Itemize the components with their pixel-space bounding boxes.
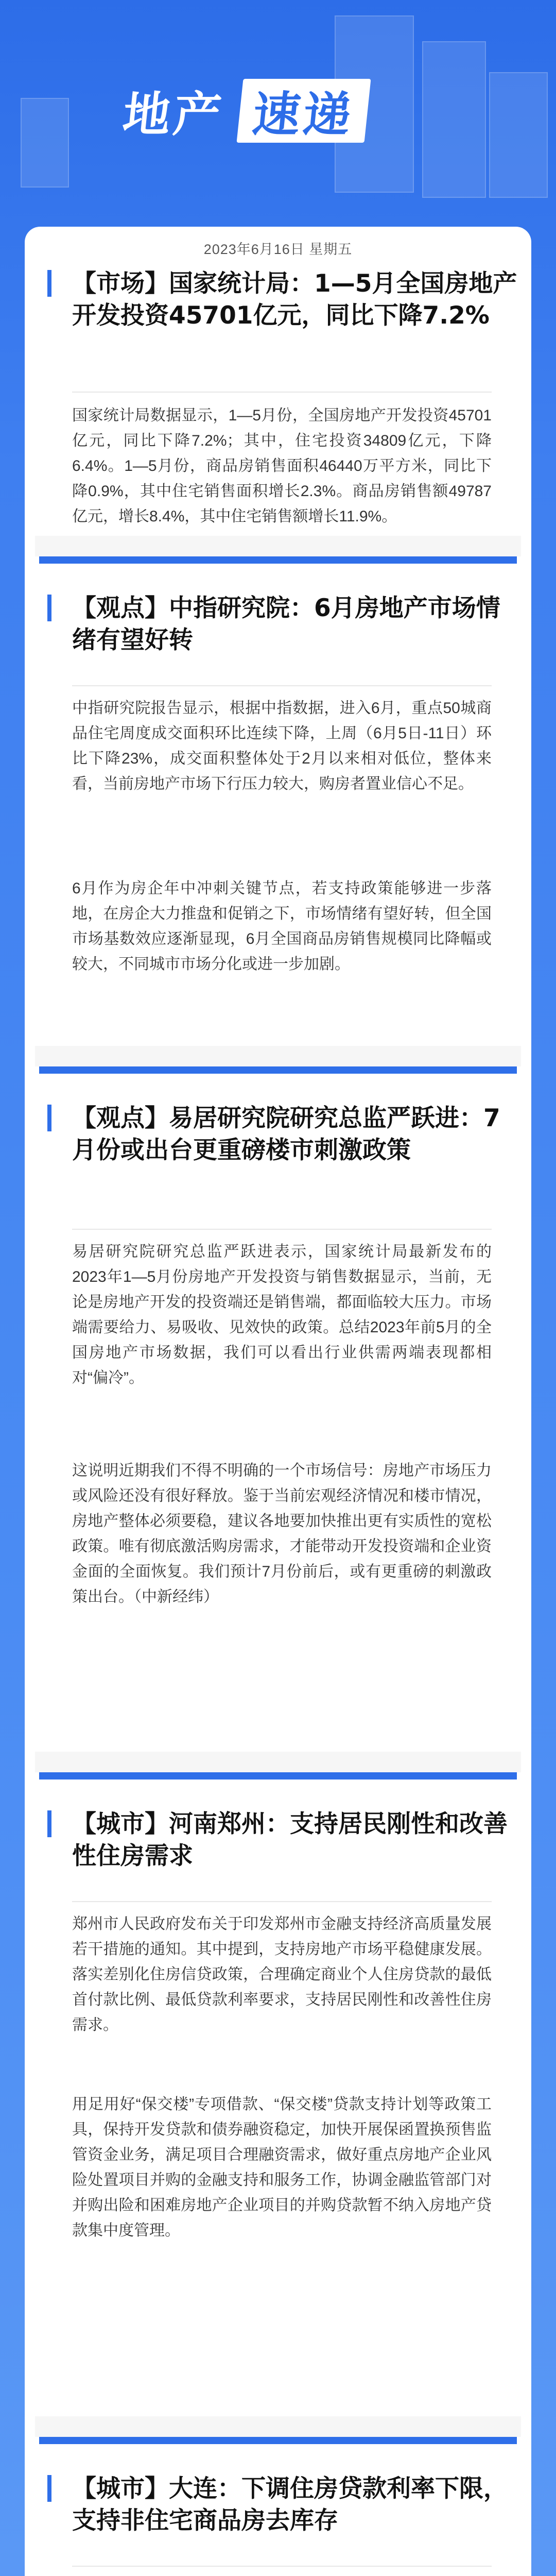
news-title (72, 592, 521, 656)
news-paragraph: 国家统计局数据显示，1—5月份，全国房地产开发投资45701亿元，同比下降7.2%；其中，住宅投资34809亿元，下降6.4%。1—5月份，商品房销售面积46440万平方米，同比下降0.9%，其中住宅销售面积增长2.3%。商品房销售额49787亿元，增长8.4%，其中住宅销售额增长11.9%。 (72, 407, 492, 525)
news-paragraph: 易居研究院研究总监严跃进表示，国家统计局最新发布的2023年1—5月份房地产开发投资与销售数据显示，当前，无论是房地产开发的投资端还是销售端，都面临较大压力。市场端需要给力、易吸收、见效快的政策。总结2023年前5月的全国房地产市场数据，我们可以看出行业供需两端表现都相对“偏冷”。 (72, 1243, 492, 1386)
news-title (72, 1103, 521, 1166)
news-title-text: 【观点】易居研究院研究总监严跃进：7月份或出台更重磅楼市刺激政策 (72, 1104, 500, 1164)
news-title (72, 1808, 521, 1872)
news-title-text: 【市场】国家统计局：1—5月全国房地产开发投资45701亿元，同比下降7.2% (72, 269, 517, 330)
title-accent-bar (47, 1105, 51, 1131)
news-paragraph: 6月作为房企年中冲刺关键节点，若支持政策能够进一步落地，在房企大力推盘和促销之下，市场情绪有望好转，但全国市场基数效应逐渐显现，6月全国商品房销售规模同比降幅或较大，不同城市市场分化或进一步加剧。 (72, 880, 492, 973)
section-separator (35, 536, 521, 556)
section-separator (35, 1046, 521, 1066)
building-decoration (422, 41, 486, 198)
section-divider (39, 1772, 517, 1802)
news-paragraph: 郑州市人民政府发布关于印发郑州市金融支持经济高质量发展若干措施的通知。其中提到，支持房地产市场平稳健康发展。落实差别化住房信贷政策，合理确定商业个人住房贷款的最低首付款比例、最低贷款利率要求，支持居民刚性和改善性住房需求。 (72, 1916, 492, 2033)
news-title-text: 【观点】中指研究院：6月房地产市场情绪有望好转 (72, 594, 500, 654)
divider (72, 2566, 492, 2567)
building-decoration (489, 72, 548, 198)
title-part-2: 速递 (236, 79, 371, 143)
header-banner (0, 0, 556, 237)
section-divider (39, 1066, 517, 1096)
news-paragraph: 中指研究院报告显示，根据中指数据，进入6月，重点50城商品住宅周度成交面积环比连续下降，上周（6月5日-11日）环比下降23%，成交面积整体处于2月以来相对低位，整体来看，当前房地产市场下行压力较大，购房者置业信心不足。 (72, 700, 492, 792)
page-title (120, 77, 368, 144)
news-title-text: 【城市】河南郑州：支持居民刚性和改善性住房需求 (72, 1810, 508, 1870)
news-paragraph: 这说明近期我们不得不明确的一个市场信号：房地产市场压力或风险还没有很好释放。鉴于当前宏观经济情况和楼市情况，房地产整体必须要稳，建议各地要加快推出更有实质性的宽松政策。唯有彻底激活购房需求，才能带动开发投资端和企业资金面的全面恢复。我们预计7月份前后，或有更重磅的刺激政策出台。（中新经纬） (72, 1462, 492, 1605)
section-divider (39, 556, 517, 586)
title-part-1: 地产 (120, 87, 227, 142)
news-paragraph: 用足用好“保交楼”专项借款、“保交楼”贷款支持计划等政策工具，保持开发贷款和债券融资稳定，加快开展保函置换预售监管资金业务，满足项目合理融资需求，做好重点房地产企业风险处置项目并购的金融支持和服务工作，协调金融监管部门对并购出险和困难房地产企业项目的并购贷款暂不纳入房地产贷款集中度管理。 (72, 2096, 492, 2239)
news-item (35, 268, 521, 525)
publish-date: 2023年6月16日 星期五 (203, 242, 353, 257)
title-accent-bar (47, 2475, 51, 2502)
title-accent-bar (47, 595, 51, 621)
news-title (72, 268, 521, 332)
divider (72, 1229, 492, 1230)
divider (72, 685, 492, 686)
divider (72, 1901, 492, 1902)
news-panel (25, 227, 531, 2576)
section-divider (39, 2437, 517, 2467)
section-separator (35, 1752, 521, 1772)
title-accent-bar (47, 1810, 51, 1837)
news-title (72, 2473, 521, 2537)
section-separator (35, 2416, 521, 2437)
building-decoration (21, 98, 69, 188)
divider (72, 392, 492, 393)
news-title-text: 【城市】大连：下调住房贷款利率下限，支持非住宅商品房去库存 (72, 2475, 508, 2535)
title-accent-bar (47, 270, 51, 297)
